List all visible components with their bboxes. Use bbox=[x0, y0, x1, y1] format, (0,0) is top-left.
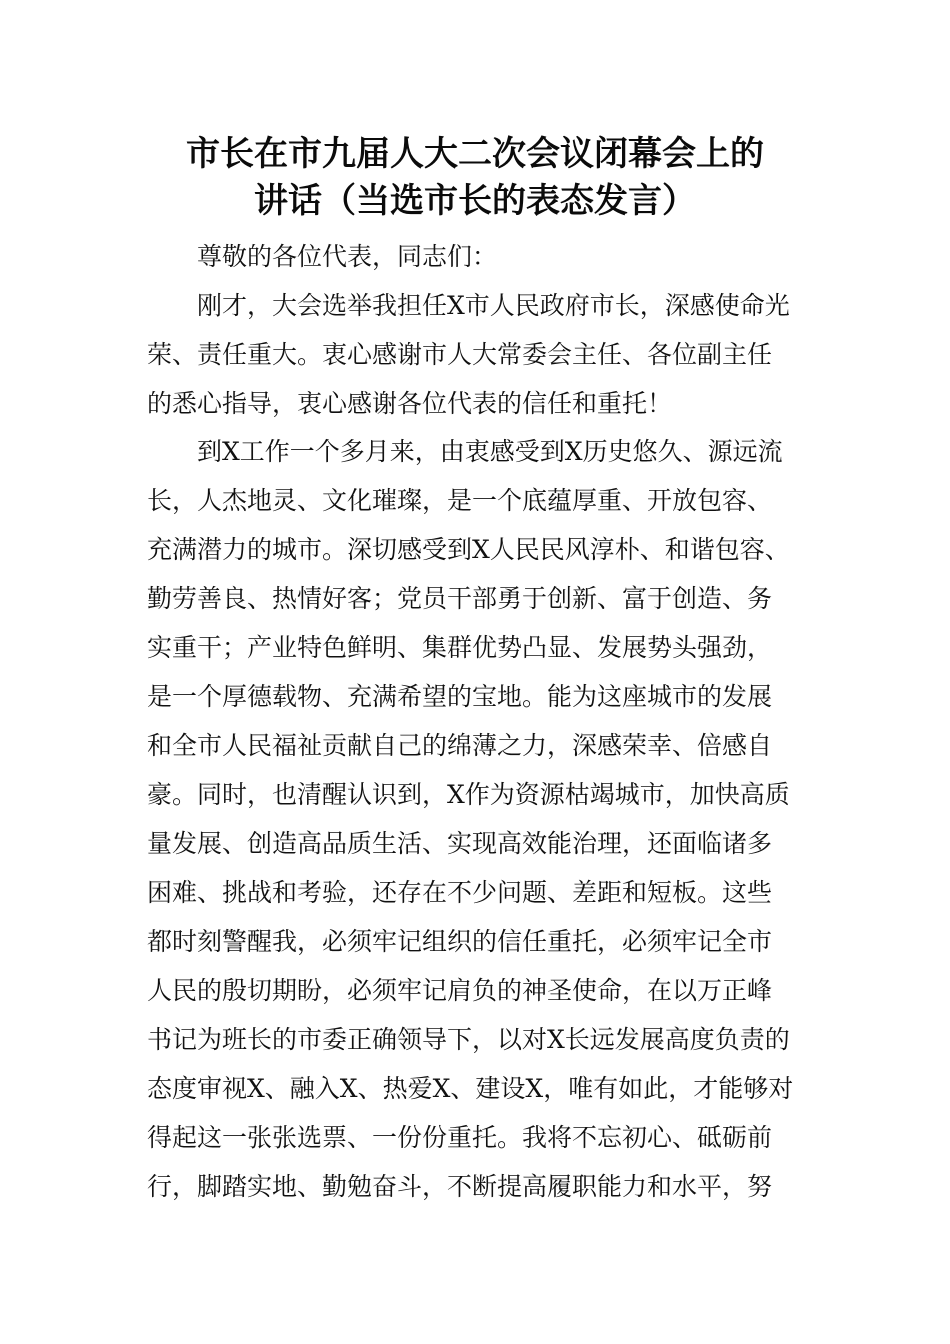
paragraph-line: 量发展、创造高品质生活、实现高效能治理，还面临诸多 bbox=[147, 829, 773, 858]
title-line-1: 市长在市九届人大二次会议闭幕会上的 bbox=[186, 134, 764, 174]
paragraph-line: 实重干；产业特色鲜明、集群优势凸显、发展势头强劲， bbox=[147, 633, 773, 662]
paragraph-line: 行，脚踏实地、勤勉奋斗，不断提高履职能力和水平，努 bbox=[147, 1172, 773, 1201]
paragraph-2 bbox=[147, 427, 807, 1211]
paragraph-line: 到X工作一个多月来，由衷感受到X历史悠久、源远流 bbox=[197, 437, 783, 466]
paragraph-line: 充满潜力的城市。深切感受到X人民民风淳朴、和谐包容、 bbox=[147, 535, 790, 564]
paragraph-1 bbox=[147, 281, 807, 428]
paragraph-line: 和全市人民福祉贡献自己的绵薄之力，深感荣幸、倍感自 bbox=[147, 731, 773, 760]
paragraph-line: 刚才，大会选举我担任X市人民政府市长，深感使命光 bbox=[197, 291, 790, 320]
paragraph-line: 荣、责任重大。衷心感谢市人大常委会主任、各位副主任 bbox=[147, 340, 773, 369]
paragraph-line: 勤劳善良、热情好客；党员干部勇于创新、富于创造、务 bbox=[147, 584, 773, 613]
paragraph-line: 长，人杰地灵、文化璀璨，是一个底蕴厚重、开放包容、 bbox=[147, 486, 773, 515]
paragraph-line: 的悉心指导，衷心感谢各位代表的信任和重托！ bbox=[147, 389, 673, 418]
paragraph-line: 书记为班长的市委正确领导下，以对X长远发展高度负责的 bbox=[147, 1025, 790, 1054]
paragraph-line: 都时刻警醒我，必须牢记组织的信任重托，必须牢记全市 bbox=[147, 927, 773, 956]
salutation bbox=[147, 232, 807, 281]
title-line-2: 讲话（当选市长的表态发言） bbox=[254, 181, 696, 221]
paragraph-line: 是一个厚德载物、充满希望的宝地。能为这座城市的发展 bbox=[147, 682, 773, 711]
salutation-text: 尊敬的各位代表，同志们： bbox=[197, 242, 498, 271]
paragraph-line: 人民的殷切期盼，必须牢记肩负的神圣使命，在以万正峰 bbox=[147, 976, 773, 1005]
paragraph-line: 得起这一张张选票、一份份重托。我将不忘初心、砥砺前 bbox=[147, 1123, 773, 1152]
paragraph-line: 态度审视X、融入X、热爱X、建设X，唯有如此，才能够对 bbox=[147, 1074, 794, 1103]
paragraph-line: 困难、挑战和考验，还存在不少问题、差距和短板。这些 bbox=[147, 878, 773, 907]
paragraph-line: 豪。同时，也清醒认识到，X作为资源枯竭城市，加快高质 bbox=[147, 780, 790, 809]
